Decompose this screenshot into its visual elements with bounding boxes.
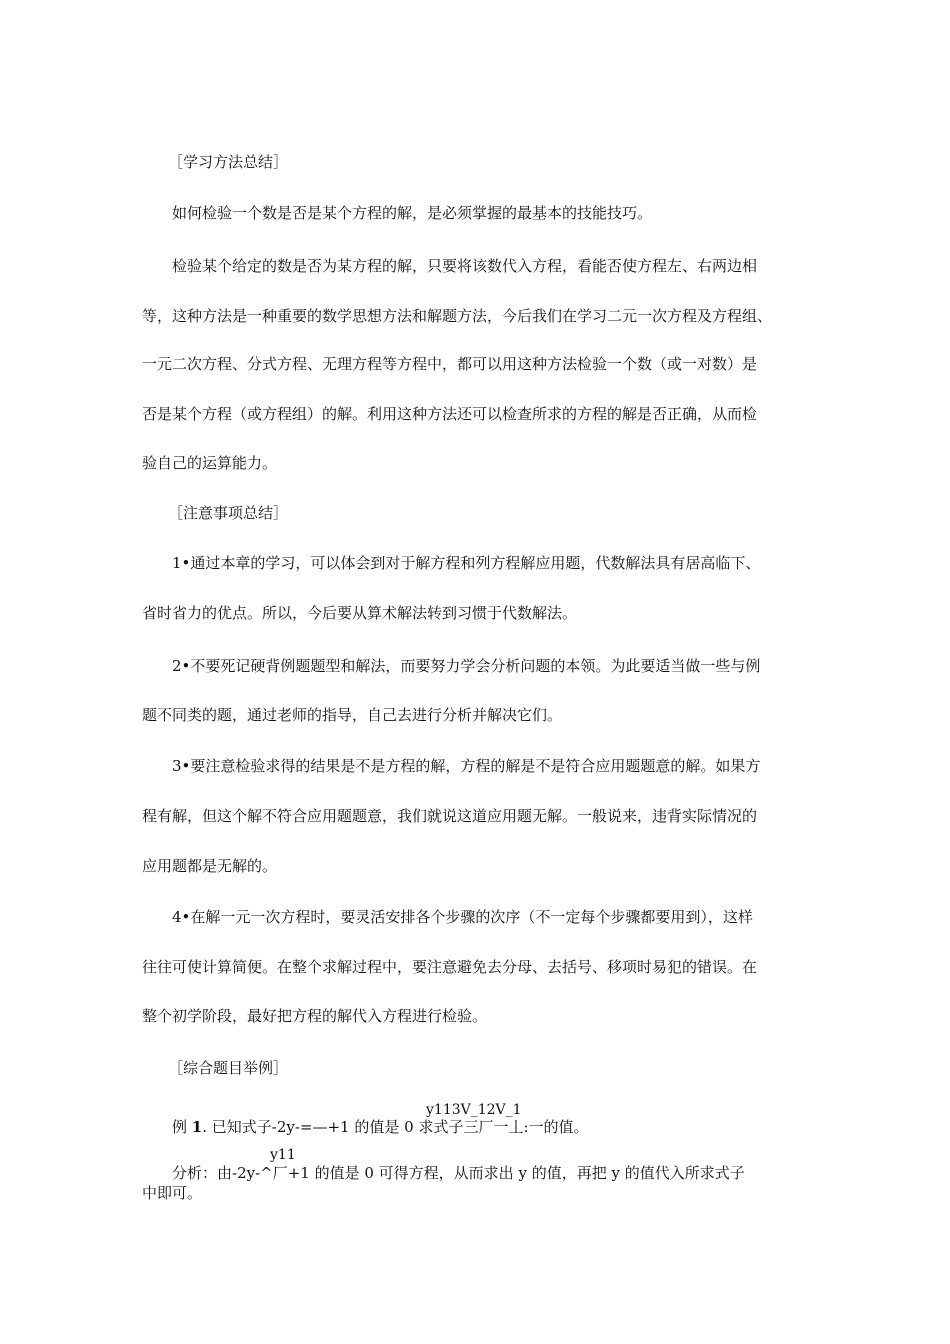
- note-item-3: 程有解，但这个解不符合应用题题意，我们就说这道应用题无解。一般说来，违背实际情况的: [142, 807, 758, 825]
- note-item-1: 省时省力的优点。所以，今后要从算术解法转到习惯于代数解法。: [142, 604, 578, 622]
- example-text: . 已知式子-2y-=—+1 的值是 0 求式子三厂一丄:一的值。: [202, 1118, 589, 1136]
- example-formula-top: y113V_12V_1: [426, 1102, 522, 1118]
- section-heading-study-method: ［学习方法总结］: [168, 153, 289, 171]
- analysis-formula-top: y11: [270, 1147, 296, 1163]
- analysis-line: 中即可。: [142, 1184, 203, 1202]
- note-item-3: 3•要注意检验求得的结果是不是方程的解，方程的解是不是符合应用题题意的解。如果方: [172, 757, 761, 775]
- note-item-4: 往往可使计算简便。在整个求解过程中，要注意避免去分母、去括号、移项时易犯的错误。在: [142, 958, 758, 976]
- paragraph-line: 如何检验一个数是否是某个方程的解，是必须掌握的最基本的技能技巧。: [172, 204, 653, 222]
- analysis-line: 分析：由-2y-^厂+1 的值是 0 可得方程，从而求出 y 的值，再把 y 的值代入所求式子: [172, 1164, 745, 1182]
- note-item-2: 2•不要死记硬背例题题型和解法，而要努力学会分析问题的本领。为此要适当做一些与例: [172, 657, 761, 675]
- note-item-4: 整个初学阶段，最好把方程的解代入方程进行检验。: [142, 1007, 488, 1025]
- section-heading-examples: ［综合题目举例］: [168, 1059, 289, 1077]
- paragraph-line: 一元二次方程、分式方程、无理方程等方程中，都可以用这种方法检验一个数（或一对数）是: [142, 355, 758, 373]
- note-item-1: 1•通过本章的学习，可以体会到对于解方程和列方程解应用题，代数解法具有居高临下、: [172, 554, 761, 572]
- section-heading-notes: ［注意事项总结］: [168, 504, 289, 522]
- example-prefix: 例: [172, 1118, 188, 1136]
- note-item-3: 应用题都是无解的。: [142, 857, 278, 875]
- paragraph-line: 验自己的运算能力。: [142, 454, 278, 472]
- example-1-line: [172, 1117, 589, 1137]
- paragraph-line: 检验某个给定的数是否为某方程的解，只要将该数代入方程，看能否使方程左、右两边相: [172, 257, 758, 275]
- note-item-2: 题不同类的题，通过老师的指导，自己去进行分析并解决它们。: [142, 706, 563, 724]
- example-number: 1: [191, 1118, 203, 1136]
- note-item-4: 4•在解一元一次方程时，要灵活安排各个步骤的次序（不一定每个步骤都要用到），这样: [172, 908, 753, 926]
- paragraph-line: 否是某个方程（或方程组）的解。利用这种方法还可以检查所求的方程的解是否正确，从而检: [142, 405, 758, 423]
- paragraph-line: 等，这种方法是一种重要的数学思想方法和解题方法，今后我们在学习二元一次方程及方程组、: [142, 307, 773, 325]
